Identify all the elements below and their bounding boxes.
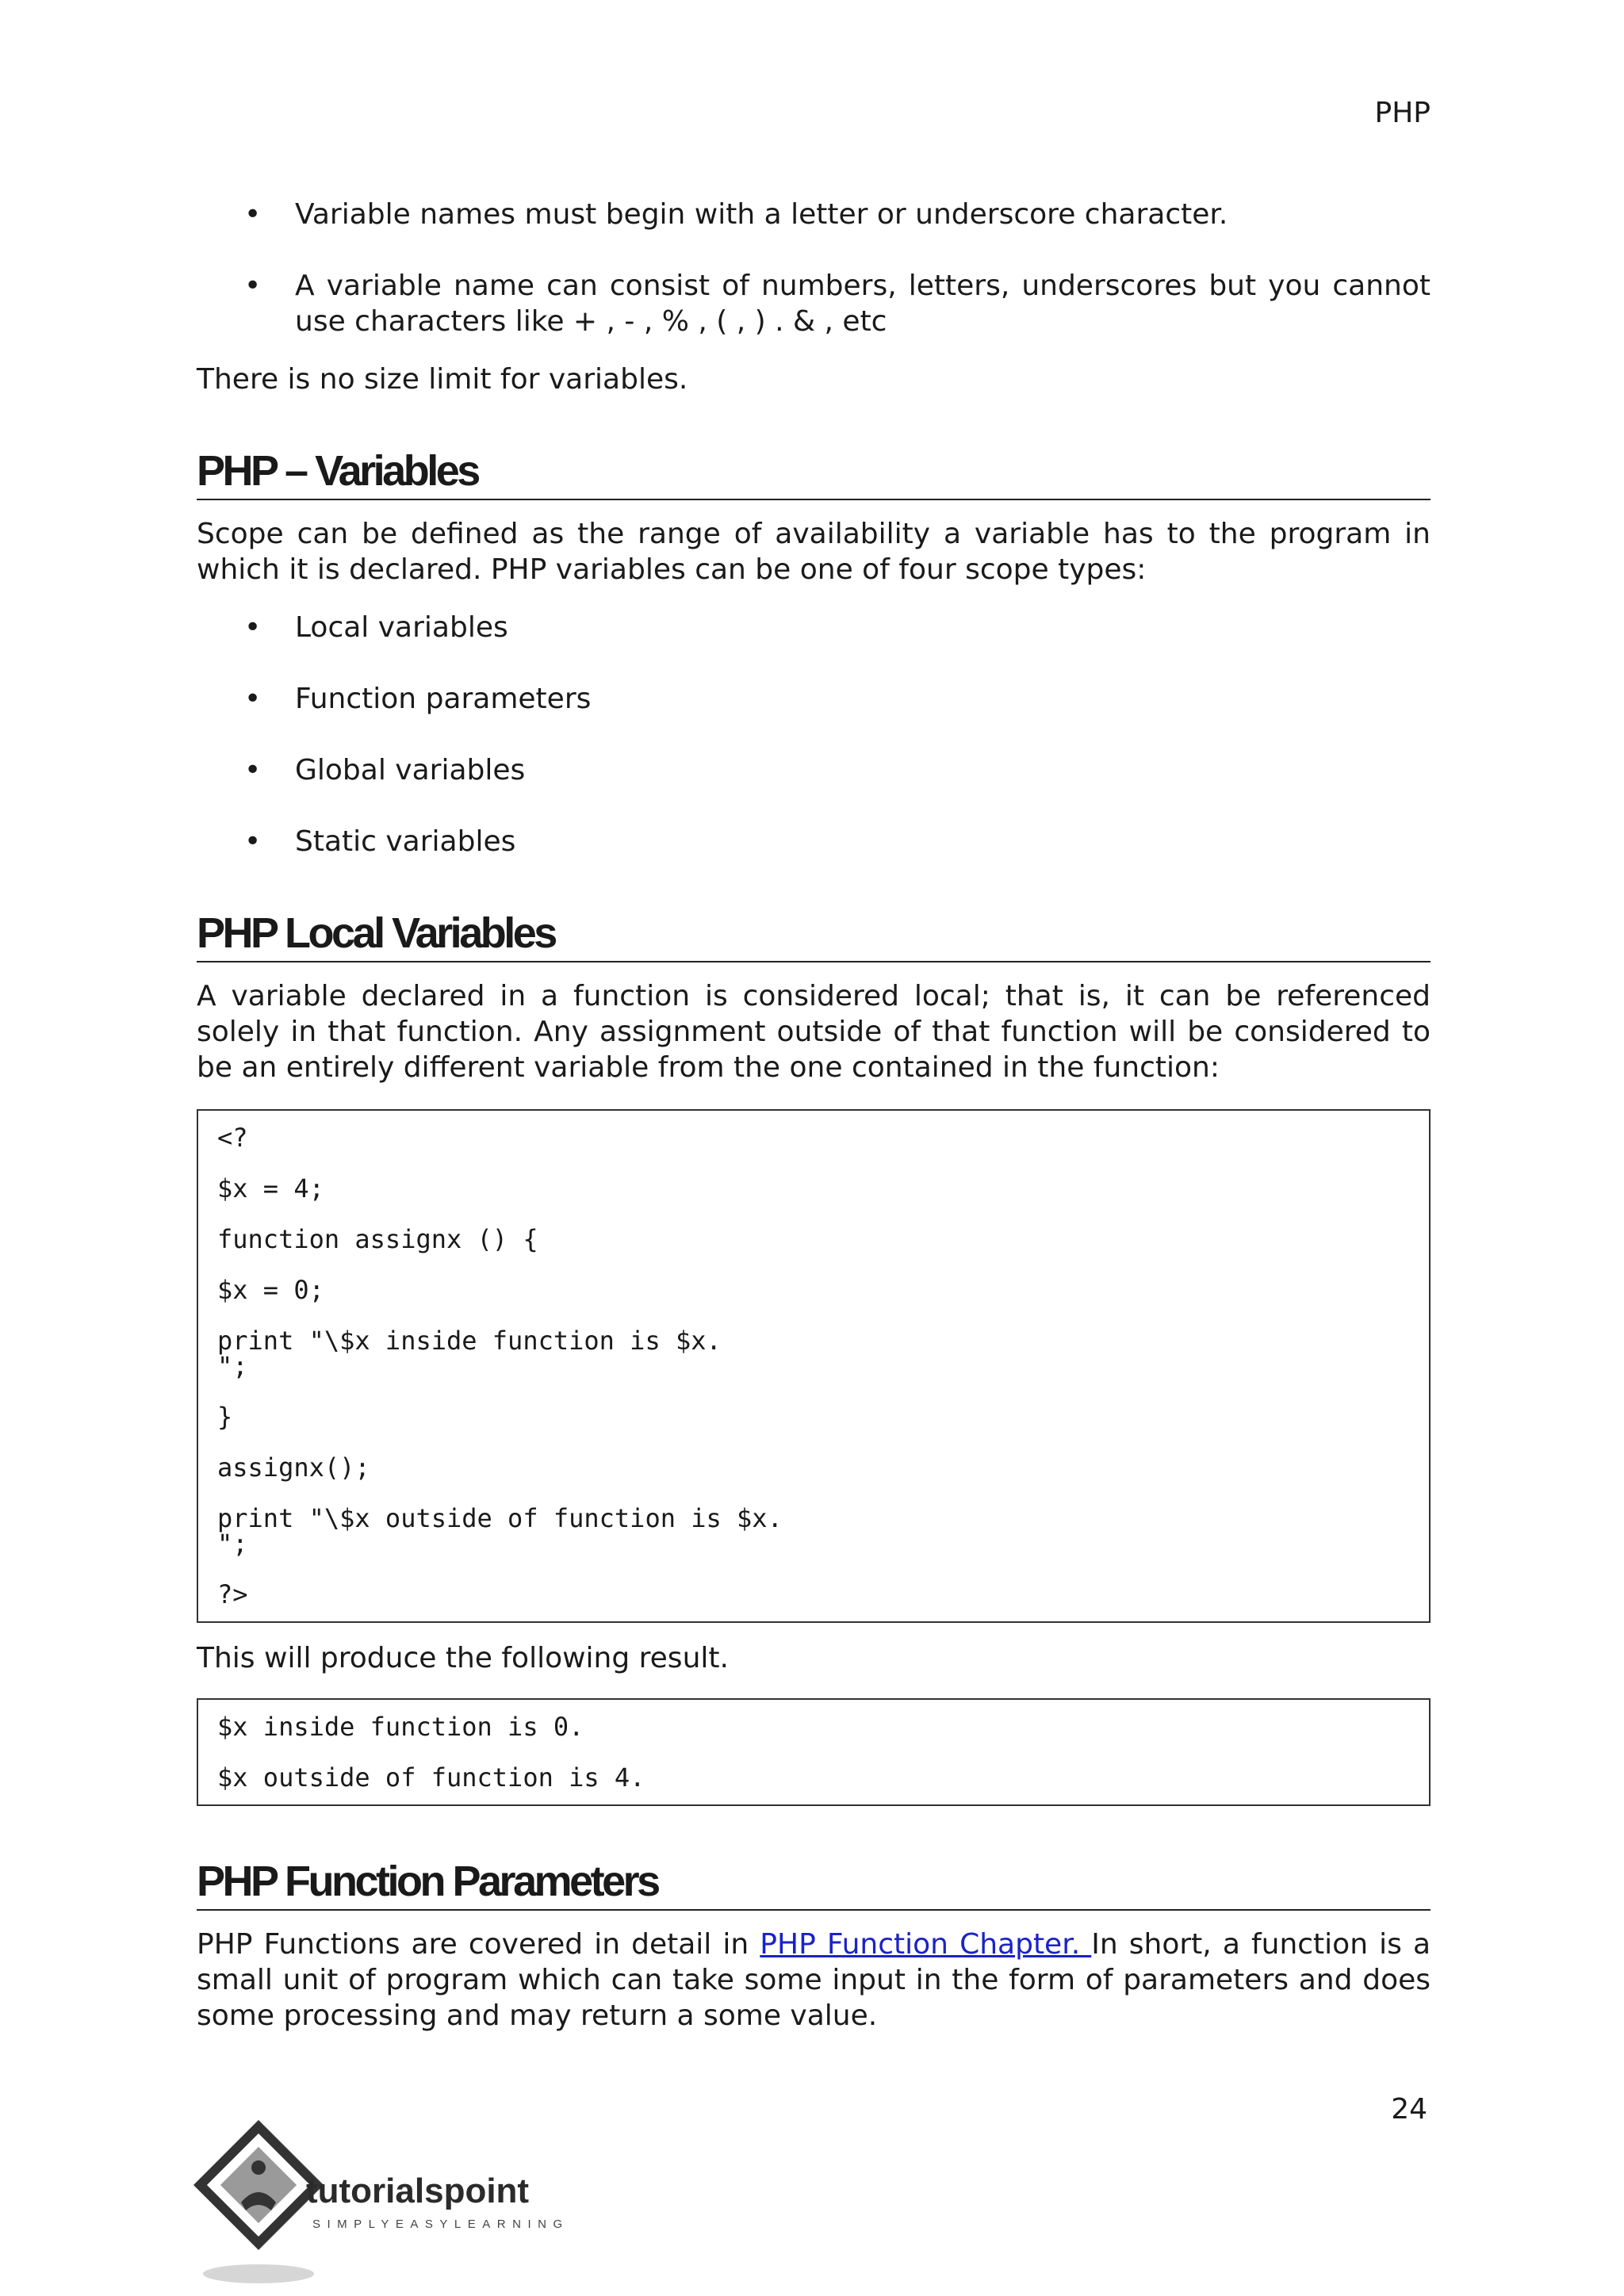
- list-item: • Static variables: [197, 824, 1431, 859]
- scope-paragraph: Scope can be defined as the range of availability a variable has to the program in which it is declared. PHP variables can be one of four scope types:: [197, 518, 1431, 586]
- section-heading-scope: PHP – Variables: [197, 446, 1431, 500]
- section-heading-function-parameters: PHP Function Parameters: [197, 1857, 1431, 1911]
- logo-tagline: SIMPLYEASYLEARNING: [312, 2218, 569, 2231]
- size-limit-note: There is no size limit for variables.: [197, 363, 688, 396]
- output-box: [197, 1698, 1431, 1806]
- logo-figure-head: [251, 2160, 266, 2175]
- output-line: $x outside of function is 4.: [217, 1762, 645, 1793]
- code-line: assignx();: [217, 1452, 370, 1483]
- page-number: 24: [1391, 2093, 1427, 2126]
- section-heading-local-variables: PHP Local Variables: [197, 909, 1431, 962]
- scope-types-list: [197, 610, 1431, 859]
- code-line: ?>: [217, 1579, 248, 1609]
- code-line: }: [217, 1402, 233, 1432]
- code-line: print "\$x outside of function is $x. ";: [217, 1503, 783, 1559]
- function-parameters-paragraph: [197, 1927, 1431, 2034]
- code-example-box: [197, 1109, 1431, 1623]
- code-line: function assignx () {: [217, 1224, 538, 1254]
- list-item: • Global variables: [197, 752, 1431, 788]
- code-line: $x = 4;: [217, 1173, 324, 1203]
- paragraph-text: In short, a function is a small unit of program which can take some input in the form of parameters and does some processing and may return a some value.: [197, 1928, 1431, 2032]
- local-variables-paragraph: A variable declared in a function is considered local; that is, it can be referenced solely in that function. Any assignment outside of that function will be considered to be an entirely different variable from the one contained in the function:: [197, 980, 1431, 1084]
- list-item: • Variable names must begin with a letter or underscore character.: [197, 197, 1431, 232]
- page-content: [197, 0, 1431, 2034]
- code-line: $x = 0;: [217, 1275, 324, 1305]
- result-intro: This will produce the following result.: [197, 1642, 729, 1674]
- code-line: <?: [217, 1123, 248, 1153]
- list-item: • Function parameters: [197, 681, 1431, 717]
- list-item: • A variable name can consist of numbers, letters, underscores but you cannot use characters like + , - , % , ( , ) . & , etc: [197, 268, 1431, 339]
- code-line: print "\$x inside function is $x. ";: [217, 1326, 722, 1381]
- tutorialspoint-logo: [193, 2118, 606, 2286]
- list-item: • Local variables: [197, 610, 1431, 645]
- logo-shadow: [203, 2264, 314, 2283]
- php-function-chapter-link[interactable]: PHP Function Chapter.: [760, 1928, 1092, 1961]
- running-header: PHP: [1374, 97, 1431, 129]
- intro-bullet-list: [197, 197, 1431, 339]
- output-line: $x inside function is 0.: [217, 1712, 584, 1742]
- logo-wordmark: tutorialspoint: [306, 2172, 530, 2210]
- paragraph-text: PHP Functions are covered in detail in: [197, 1928, 760, 1961]
